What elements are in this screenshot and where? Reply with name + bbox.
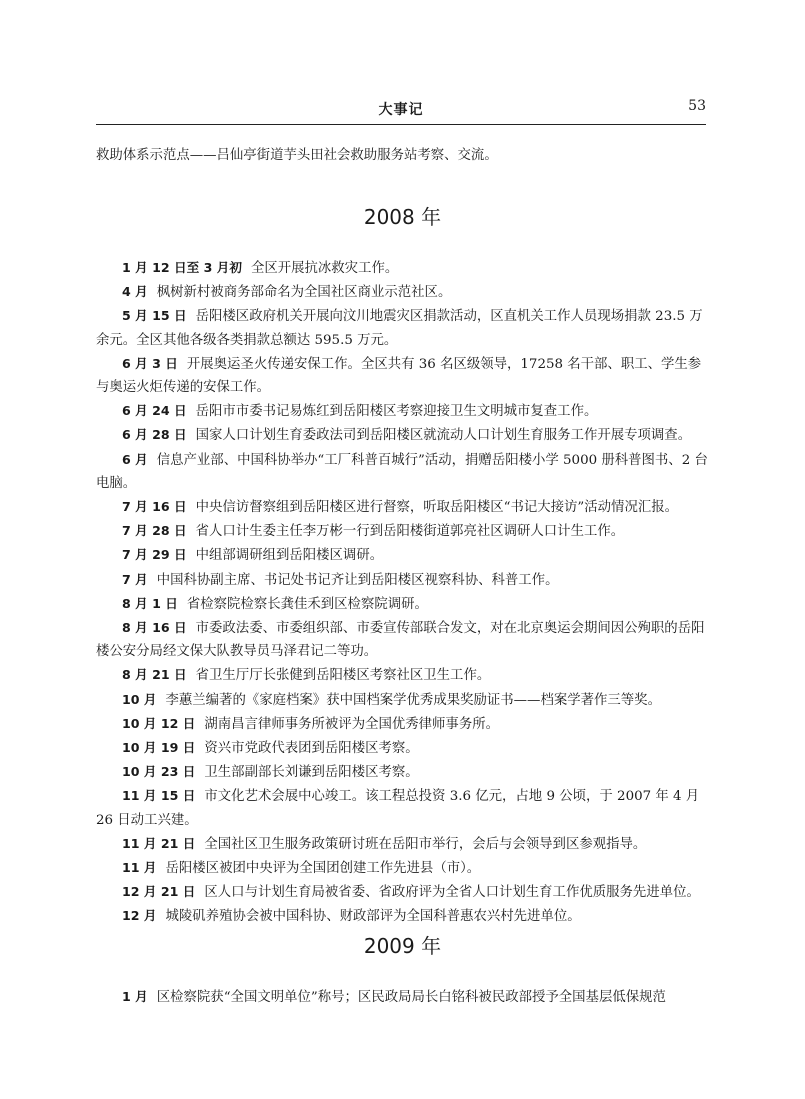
- list-item: [96, 448, 712, 495]
- entry-text: 李蕙兰编著的《家庭档案》获中国档案学优秀成果奖励证书——档案学著作三等奖。: [165, 692, 661, 708]
- entry-text: 岳阳楼区政府机关开展向汶川地震灾区捐款活动，区直机关工作人员现场捐款 23.5 万余元。全区其他各级各类捐款总额达 595.5 万元。: [96, 309, 703, 348]
- entry-text: 中组部调研组到岳阳楼区调研。: [195, 548, 384, 564]
- list-item: [96, 985, 712, 1009]
- entry-text: 中央信访督察组到岳阳楼区进行督察，听取岳阳楼区“书记大接访”活动情况汇报。: [195, 500, 679, 516]
- entry-date: 7 月 28 日: [122, 523, 187, 539]
- page-number: 53: [688, 98, 706, 114]
- entry-date: 6 月: [122, 451, 148, 467]
- list-item: [96, 280, 712, 304]
- entry-date: 7 月 16 日: [122, 499, 187, 515]
- running-header: [96, 94, 706, 125]
- entry-date: 7 月: [122, 571, 148, 587]
- entry-date: 10 月 23 日: [122, 764, 196, 780]
- list-item: [96, 688, 712, 712]
- entry-text: 枫树新村被商务部命名为全国社区商业示范社区。: [156, 285, 452, 301]
- entry-list-2009: [96, 985, 712, 1009]
- list-item: [96, 904, 712, 928]
- list-item: [96, 616, 712, 663]
- entry-text: 中国科协副主席、书记处书记齐让到岳阳楼区视察科协、科普工作。: [156, 572, 559, 588]
- list-item: [96, 568, 712, 592]
- entry-text: 信息产业部、中国科协举办“工厂科普百城行”活动，捐赠岳阳楼小学 5000 册科普图书、2 台电脑。: [96, 452, 708, 491]
- list-item: [96, 663, 712, 687]
- section-heading-2008: 2008 年: [363, 205, 442, 229]
- list-item: [96, 712, 712, 736]
- entry-date: 12 月: [122, 908, 157, 924]
- list-item: [96, 352, 712, 399]
- list-item: [96, 304, 712, 351]
- entry-list-2008: [96, 256, 712, 929]
- entry-date: 10 月 12 日: [122, 715, 196, 731]
- entry-date: 8 月 21 日: [122, 667, 187, 683]
- entry-date: 11 月 15 日: [122, 788, 196, 804]
- entry-text: 市文化艺术会展中心竣工。该工程总投资 3.6 亿元，占地 9 公顷，于 2007 年 4 月 26 日动工兴建。: [96, 789, 700, 828]
- entry-text: 省卫生厅厅长张健到岳阳楼区考察社区卫生工作。: [195, 668, 491, 684]
- entry-text: 市委政法委、市委组织部、市委宣传部联合发文，对在北京奥运会期间因公殉职的岳阳楼公安分局经文保大队教导员马泽君记二等功。: [96, 621, 705, 660]
- entry-date: 11 月: [122, 860, 157, 876]
- list-item: [96, 832, 712, 856]
- entry-text: 省检察院检察长龚佳禾到区检察院调研。: [186, 596, 428, 612]
- list-item: [96, 399, 712, 423]
- entry-text: 开展奥运圣火传递安保工作。全区共有 36 名区级领导，17258 名干部、职工、学生参与奥运火炬传递的安保工作。: [96, 356, 702, 396]
- entry-date: 6 月 3 日: [122, 355, 178, 371]
- entry-text: 资兴市党政代表团到岳阳楼区考察。: [204, 741, 419, 757]
- entry-date: 11 月 21 日: [122, 835, 196, 851]
- entry-date: 1 月 12 日至 3 月初: [122, 260, 242, 275]
- entry-date: 6 月 28 日: [122, 427, 187, 443]
- entry-date: 8 月 1 日: [122, 595, 178, 611]
- entry-date: 7 月 29 日: [122, 547, 187, 563]
- list-item: [96, 495, 712, 519]
- entry-date: 1 月: [122, 989, 148, 1004]
- entry-text: 岳阳市市委书记易炼红到岳阳楼区考察迎接卫生文明城市复查工作。: [195, 404, 598, 420]
- list-item: [96, 592, 712, 616]
- entry-text: 卫生部副部长刘谦到岳阳楼区考察。: [204, 765, 419, 781]
- entry-text: 全区开展抗冰救灾工作。: [250, 261, 399, 276]
- list-item: [96, 543, 712, 567]
- entry-date: 10 月: [122, 691, 157, 707]
- entry-date: 12 月 21 日: [122, 884, 196, 900]
- entry-text: 区人口与计划生育局被省委、省政府评为全省人口计划生育工作优质服务先进单位。: [204, 885, 700, 901]
- entry-date: 10 月 19 日: [122, 740, 196, 756]
- entry-date: 4 月: [122, 284, 148, 300]
- entry-date: 6 月 24 日: [122, 403, 187, 419]
- entry-text: 城陵矶养殖协会被中国科协、财政部评为全国科普惠农兴村先进单位。: [165, 909, 581, 925]
- list-item: [96, 784, 712, 831]
- entry-text: 省人口计生委主任李万彬一行到岳阳楼街道郭亮社区调研人口计生工作。: [195, 524, 625, 540]
- list-item: [96, 856, 712, 880]
- header-title: 大事记: [378, 102, 424, 118]
- section-heading-2009: 2009 年: [363, 934, 442, 958]
- entry-text: 岳阳楼区被团中央评为全国团创建工作先进县（市）。: [165, 861, 481, 877]
- list-item: [96, 736, 712, 760]
- entry-text: 全国社区卫生服务政策研讨班在岳阳市举行，会后与会领导到区参观指导。: [204, 836, 647, 852]
- list-item: [96, 256, 712, 280]
- entry-text: 湖南昌言律师事务所被评为全国优秀律师事务所。: [204, 716, 499, 732]
- entry-text: 国家人口计划生育委政法司到岳阳楼区就流动人口计划生育服务工作开展专项调查。: [195, 428, 692, 444]
- entry-text: 区检察院获“全国文明单位”称号；区民政局局长白铭科被民政部授予全国基层低保规范: [156, 990, 666, 1005]
- entry-date: 8 月 16 日: [122, 620, 187, 636]
- list-item: [96, 519, 712, 543]
- list-item: [96, 880, 712, 904]
- continued-paragraph: 救助体系示范点——吕仙亭街道芋头田社会救助服务站考察、交流。: [96, 148, 498, 163]
- list-item: [96, 760, 712, 784]
- list-item: [96, 423, 712, 447]
- entry-date: 5 月 15 日: [122, 308, 187, 324]
